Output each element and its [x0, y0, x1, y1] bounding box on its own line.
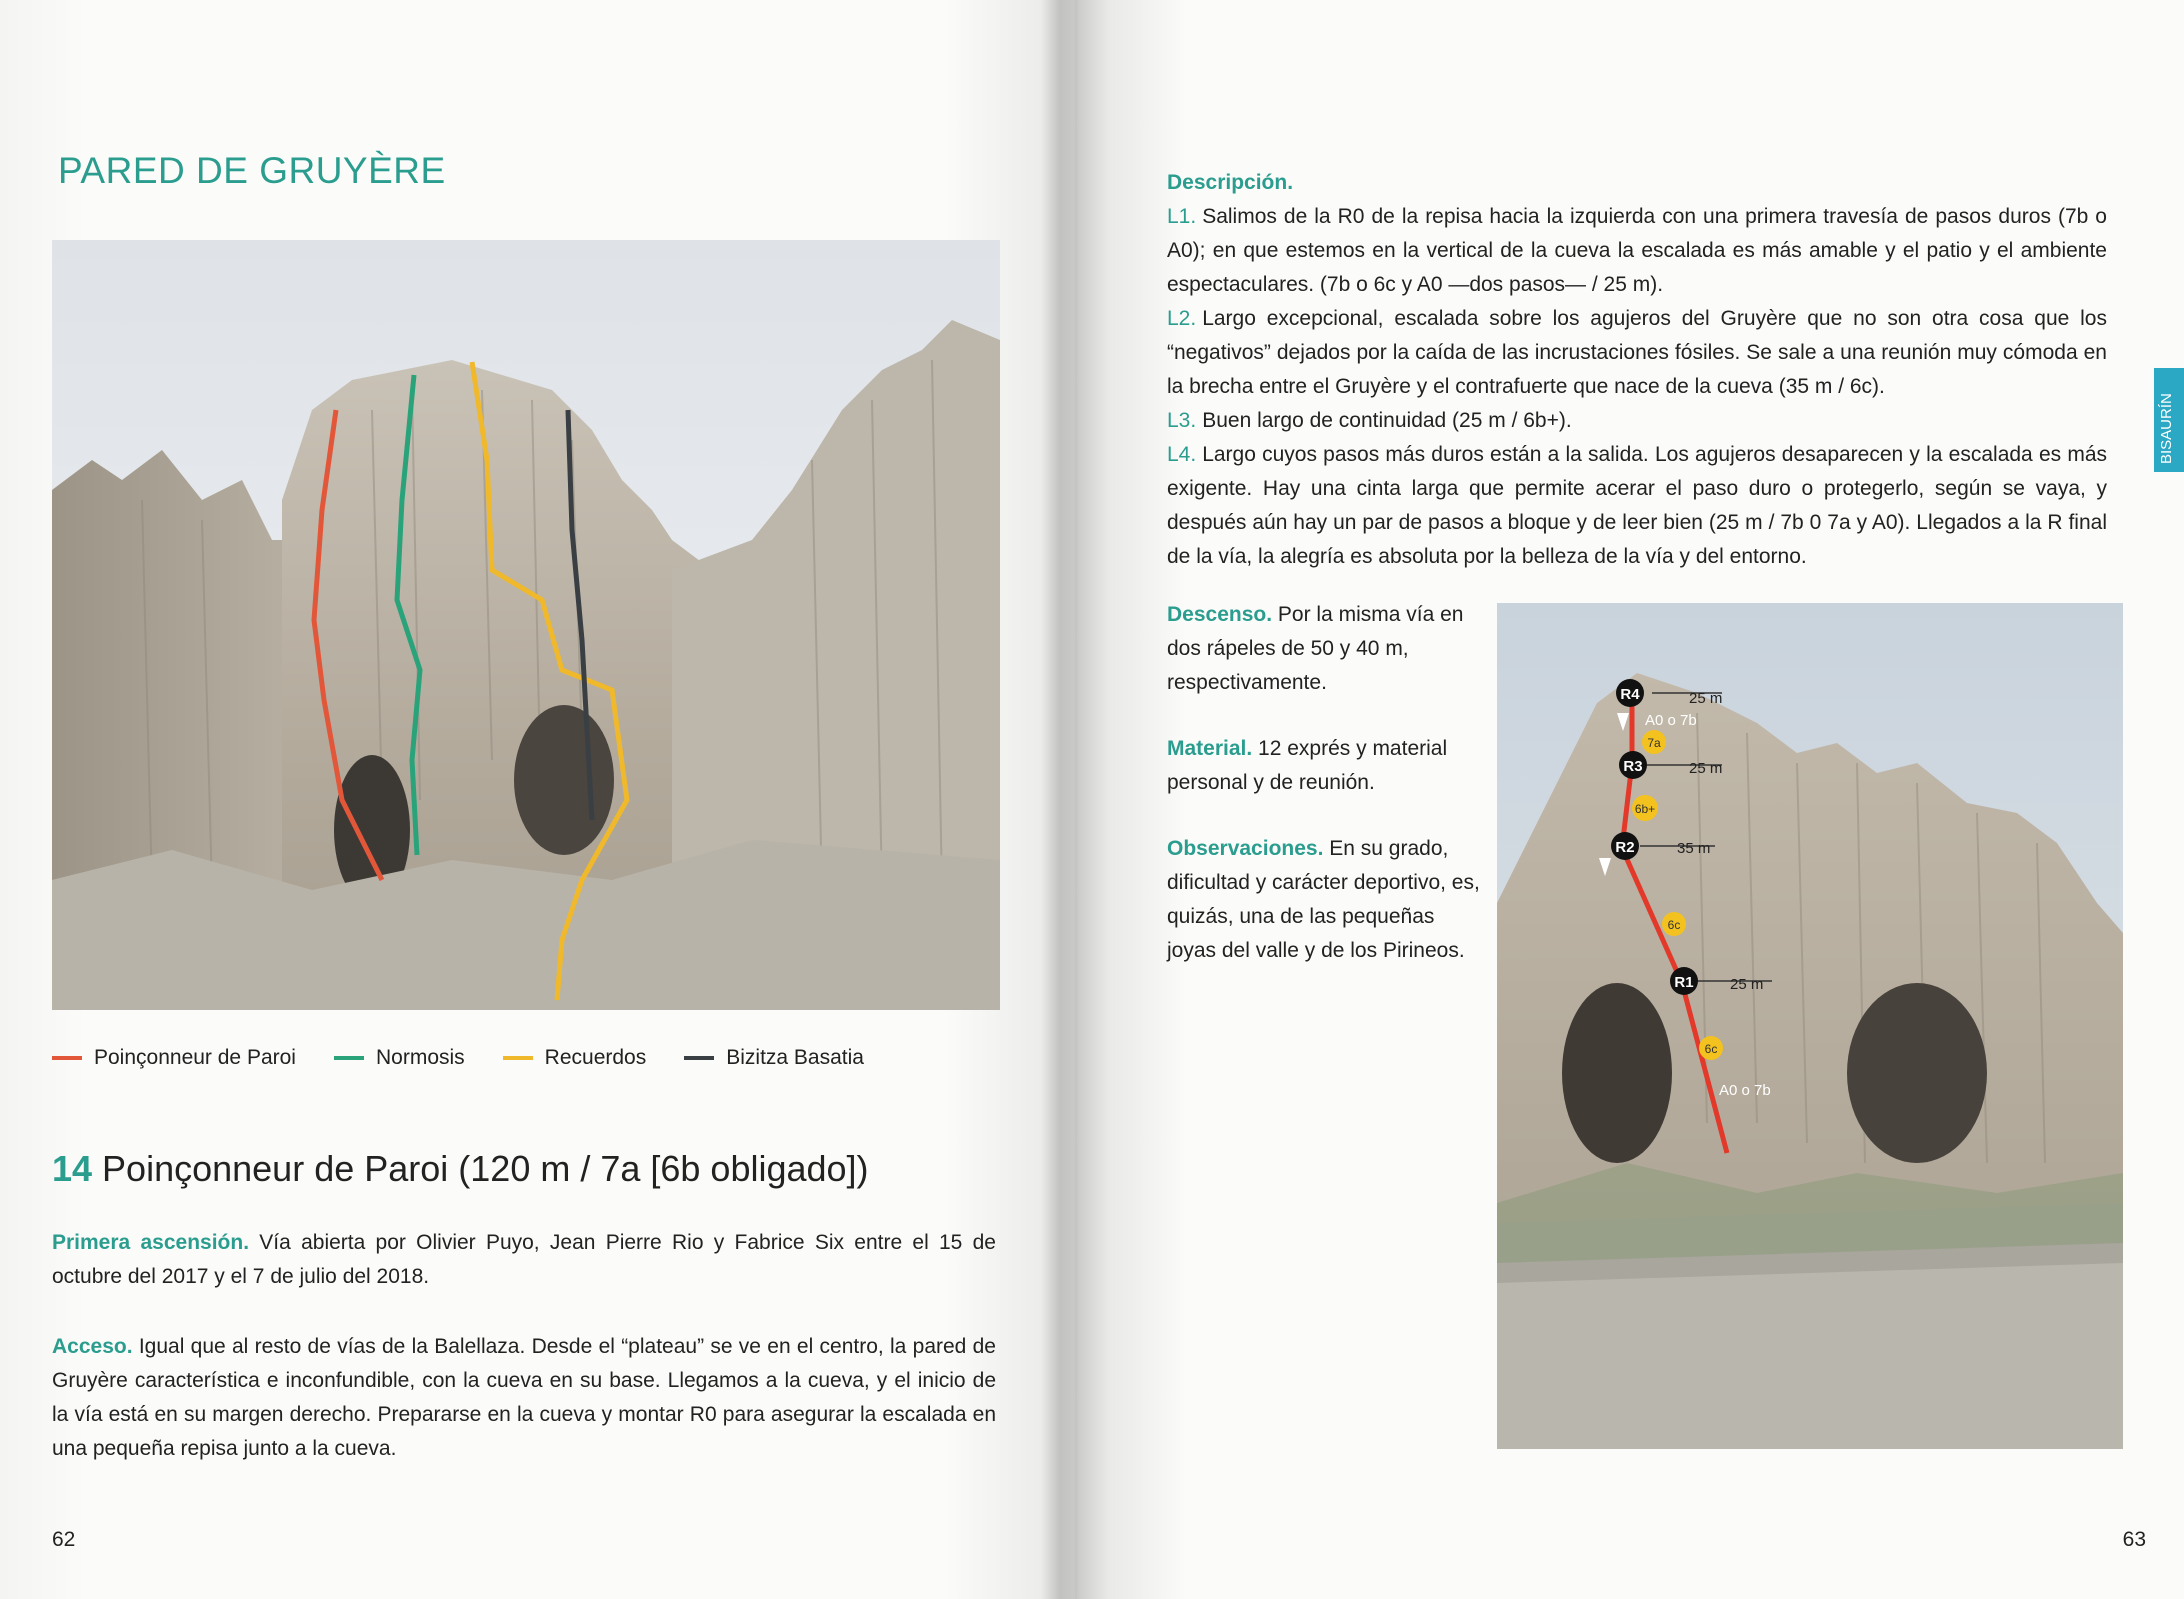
legend-swatch-red: [52, 1056, 82, 1060]
material-paragraph: [1167, 732, 1481, 800]
topo-photo: [1497, 603, 2123, 1449]
material-label: Material.: [1167, 737, 1253, 760]
observaciones-text: En su grado, dificultad y carácter deportivo, es, quizás, una de las pequeñas joyas del valle y de los Pirineos.: [1167, 837, 1480, 962]
pitch-text: Largo cuyos pasos más duros están a la salida. Los agujeros desaparecen y la escalada es más exigente. Hay una cinta larga que permite acerar el paso duro o protegerlo, según se vaya, y después aún hay un par de pasos a bloque y de leer bien (25 m / 7b 0 7a y A0). Llegados a la R final de la vía, la alegría es absoluta por la belleza de la vía y del entorno.: [1167, 443, 2107, 568]
primera-ascension-paragraph: [52, 1226, 996, 1294]
side-tab-label: BISAURÍN: [2158, 393, 2175, 464]
pitch-item: [1167, 302, 2107, 404]
descenso-paragraph: [1167, 598, 1481, 700]
belay-marker: [1670, 967, 1698, 995]
belay-label: R3: [1623, 758, 1643, 775]
pitch-item: [1167, 438, 2107, 574]
belay-label: R2: [1615, 839, 1635, 856]
observaciones-label: Observaciones.: [1167, 837, 1324, 860]
legend-item: [334, 1046, 465, 1070]
legend-item: [52, 1046, 296, 1070]
pitch-text: Buen largo de continuidad (25 m / 6b+).: [1202, 409, 1572, 432]
legend-label: Normosis: [375, 1046, 465, 1069]
descenso-text: Por la misma vía en dos rápeles de 50 y 40 m, respectivamente.: [1167, 603, 1464, 694]
aid-note: A0 o 7b: [1719, 1082, 1771, 1099]
pitch-label: L4.: [1167, 443, 1197, 466]
legend-swatch-green: [334, 1056, 364, 1060]
route-number: 14: [52, 1148, 93, 1189]
grade-label: 7a: [1647, 736, 1661, 750]
grade-label: 6b+: [1634, 802, 1656, 816]
legend-item: [503, 1046, 647, 1070]
legend-swatch-dark: [684, 1056, 714, 1060]
belay-marker: [1619, 751, 1647, 779]
pitch-length: 35 m: [1677, 840, 1711, 857]
grade-label: 6c: [1667, 918, 1681, 932]
descripcion-label: Descripción.: [1167, 171, 1294, 194]
pitch-label: L2.: [1167, 307, 1197, 330]
material-text: 12 exprés y material personal y de reunión.: [1167, 737, 1448, 794]
pitch-text: Largo excepcional, escalada sobre los agujeros del Gruyère que no son otra cosa que los “negativos” dejados por la caída de las incrustaciones fósiles. Se sale a una reunión muy cómoda en la brecha entre el Gruyère y el contrafuerte que nace de la cueva (35 m / 6c).: [1167, 307, 2107, 398]
route-legend: [52, 1046, 952, 1070]
aid-note: A0 o 7b: [1645, 712, 1697, 729]
acceso-text: Igual que al resto de vías de la Balellaza. Desde el “plateau” se ve en el centro, la pared de Gruyère característica e inconfundible, con la cueva en su base. Llegamos a la cueva, y el inicio de la vía está en su margen derecho. Prepararse en la cueva y montar R0 para asegurar la escalada en una pequeña repisa junto a la cueva.: [52, 1335, 996, 1460]
belay-label: R4: [1620, 686, 1640, 703]
grade-badge: [1662, 912, 1686, 936]
grade-badge: [1699, 1036, 1723, 1060]
route-title: Poinçonneur de Paroi (120 m / 7a [6b obligado]): [102, 1148, 869, 1189]
grade-label: 6c: [1704, 1042, 1718, 1056]
legend-label: Bizitza Basatia: [726, 1046, 864, 1069]
page-number-right: 63: [2122, 1528, 2146, 1551]
descenso-label: Descenso.: [1167, 603, 1273, 626]
pitch-label: L1.: [1167, 205, 1197, 228]
primera-label: Primera ascensión.: [52, 1231, 250, 1254]
legend-swatch-yellow: [503, 1056, 533, 1060]
right-page: [1075, 0, 2184, 1599]
page-number-left: 62: [52, 1528, 76, 1551]
pitch-length: 25 m: [1689, 690, 1723, 707]
legend-label: Recuerdos: [544, 1046, 647, 1069]
chapter-side-tab: [2154, 368, 2184, 472]
pitch-item: [1167, 404, 2107, 438]
belay-marker: [1611, 832, 1639, 860]
primera-text: Vía abierta por Olivier Puyo, Jean Pierre Rio y Fabrice Six entre el 15 de octubre del 2017 y el 7 de julio del 2018.: [52, 1231, 996, 1288]
pitch-length: 25 m: [1730, 976, 1764, 993]
wall-photo-routes: [52, 240, 1000, 1010]
observaciones-paragraph: [1167, 832, 1481, 968]
grade-badge: [1632, 795, 1658, 821]
left-page: [0, 0, 1075, 1599]
route-heading: [52, 1148, 869, 1190]
pitch-length: 25 m: [1689, 760, 1723, 777]
pitch-item: [1167, 200, 2107, 302]
book-gutter: [1040, 0, 1080, 1599]
pitch-label: L3.: [1167, 409, 1197, 432]
section-title: PARED DE GRUYÈRE: [58, 150, 446, 191]
acceso-label: Acceso.: [52, 1335, 133, 1358]
acceso-paragraph: [52, 1330, 996, 1466]
legend-label: Poinçonneur de Paroi: [94, 1046, 296, 1069]
belay-label: R1: [1674, 974, 1694, 991]
descripcion-block: [1167, 166, 2107, 574]
grade-badge: [1642, 730, 1666, 754]
legend-item: [684, 1046, 864, 1070]
belay-marker: [1616, 679, 1644, 707]
pitch-text: Salimos de la R0 de la repisa hacia la izquierda con una primera travesía de pasos duros (7b o A0); en que estemos en la vertical de la cueva la escalada es más amable y el patio y el ambiente espectaculares. (7b o 6c y A0 —dos pasos— / 25 m).: [1167, 205, 2107, 296]
